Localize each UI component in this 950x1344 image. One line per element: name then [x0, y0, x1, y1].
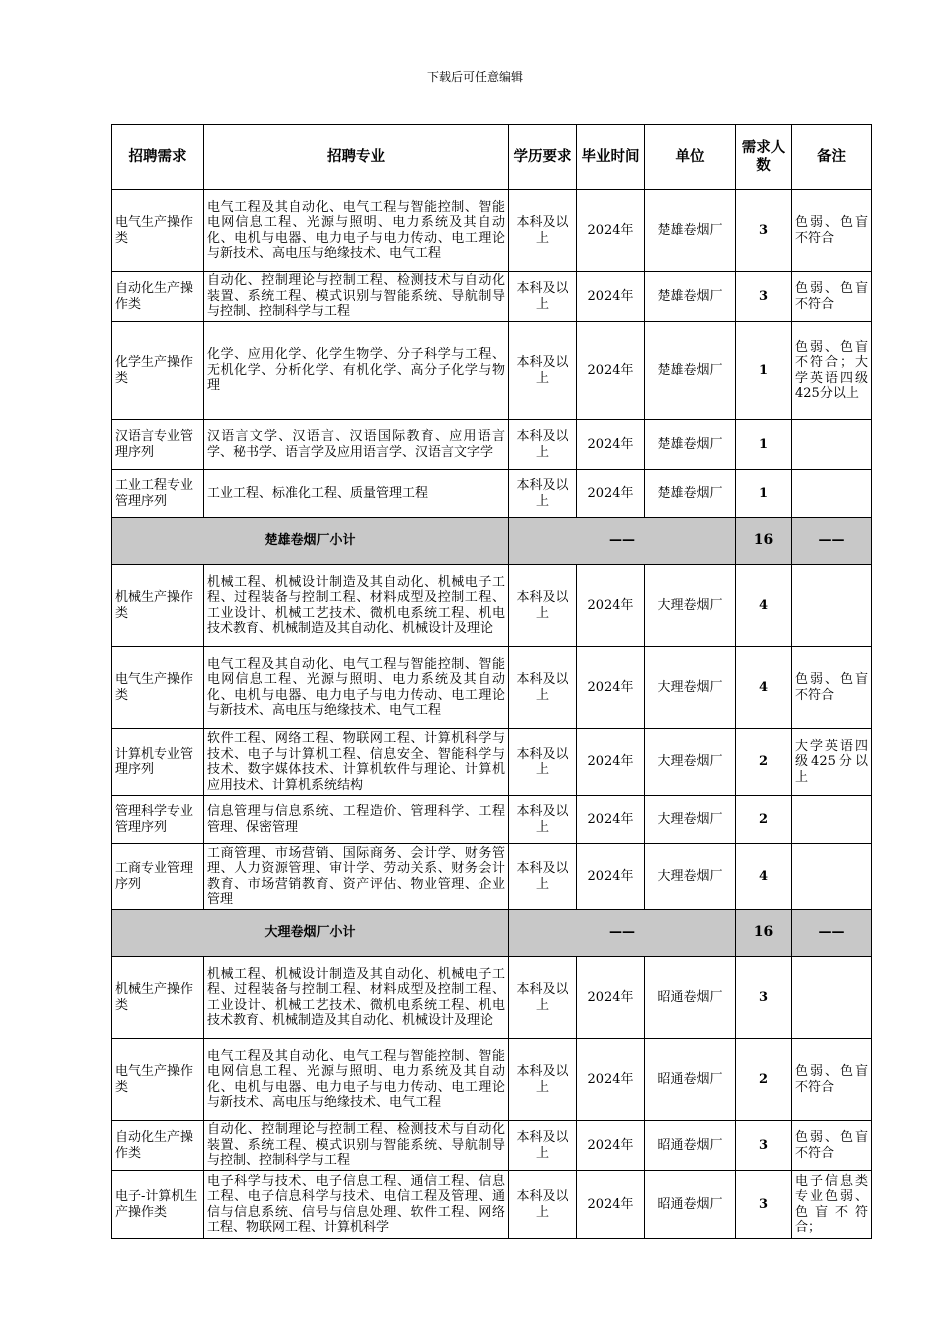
education-cell: 本科及以上	[509, 1121, 577, 1171]
need-cell: 机械生产操作类	[112, 957, 204, 1039]
subtotal-row	[112, 518, 872, 565]
education-cell: 本科及以上	[509, 957, 577, 1039]
graduation-cell: 2024年	[577, 844, 645, 910]
count-cell: 2	[736, 1039, 792, 1121]
table-row	[112, 957, 872, 1039]
need-cell: 电气生产操作类	[112, 1039, 204, 1121]
table-row	[112, 565, 872, 647]
table-header-row	[112, 125, 872, 190]
note-cell: 色弱、色盲不符合	[792, 272, 872, 322]
count-cell: 1	[736, 322, 792, 420]
subtotal-dash: ——	[509, 910, 736, 957]
unit-cell: 楚雄卷烟厂	[645, 272, 736, 322]
major-cell: 化学、应用化学、化学生物学、分子科学与工程、无机化学、分析化学、有机化学、高分子化学与物理	[204, 322, 509, 420]
table-row	[112, 420, 872, 470]
recruitment-table	[111, 124, 872, 1239]
graduation-cell: 2024年	[577, 272, 645, 322]
note-cell	[792, 844, 872, 910]
education-cell: 本科及以上	[509, 565, 577, 647]
graduation-cell: 2024年	[577, 565, 645, 647]
major-cell: 机械工程、机械设计制造及其自动化、机械电子工程、过程装备与控制工程、材料成型及控制工程、工业设计、机械工艺技术、微机电系统工程、机电技术教育、机械制造及其自动化、机械设计及理论	[204, 957, 509, 1039]
major-cell: 自动化、控制理论与控制工程、检测技术与自动化装置、系统工程、模式识别与智能系统、导航制导与控制、控制科学与工程	[204, 272, 509, 322]
graduation-cell: 2024年	[577, 796, 645, 844]
note-cell: 色弱、色盲不符合	[792, 647, 872, 729]
table-row	[112, 190, 872, 272]
major-cell: 电气工程及其自动化、电气工程与智能控制、智能电网信息工程、光源与照明、电力系统及其自动化、电机与电器、电力电子与电力传动、电工理论与新技术、高电压与绝缘技术、电气工程	[204, 647, 509, 729]
education-cell: 本科及以上	[509, 420, 577, 470]
need-cell: 自动化生产操作类	[112, 1121, 204, 1171]
unit-cell: 楚雄卷烟厂	[645, 322, 736, 420]
education-cell: 本科及以上	[509, 1171, 577, 1239]
need-cell: 管理科学专业管理序列	[112, 796, 204, 844]
note-cell: 色弱、色盲不符合	[792, 1121, 872, 1171]
table-row	[112, 844, 872, 910]
major-cell: 工业工程、标准化工程、质量管理工程	[204, 470, 509, 518]
table-row	[112, 1039, 872, 1121]
major-cell: 电子科学与技术、电子信息工程、通信工程、信息工程、电子信息科学与技术、电信工程及管理、通信与信息系统、信号与信息处理、软件工程、网络工程、物联网工程、计算机科学	[204, 1171, 509, 1239]
graduation-cell: 2024年	[577, 1039, 645, 1121]
table-body	[112, 190, 872, 1239]
graduation-cell: 2024年	[577, 470, 645, 518]
count-cell: 3	[736, 190, 792, 272]
graduation-cell: 2024年	[577, 1121, 645, 1171]
table-row	[112, 729, 872, 796]
header-graduation: 毕业时间	[577, 125, 645, 190]
unit-cell: 楚雄卷烟厂	[645, 190, 736, 272]
graduation-cell: 2024年	[577, 957, 645, 1039]
count-cell: 3	[736, 272, 792, 322]
count-cell: 3	[736, 1171, 792, 1239]
count-cell: 3	[736, 957, 792, 1039]
education-cell: 本科及以上	[509, 796, 577, 844]
table-row	[112, 272, 872, 322]
graduation-cell: 2024年	[577, 420, 645, 470]
header-need: 招聘需求	[112, 125, 204, 190]
table-row	[112, 647, 872, 729]
education-cell: 本科及以上	[509, 322, 577, 420]
table-row	[112, 1121, 872, 1171]
graduation-cell: 2024年	[577, 1171, 645, 1239]
table-row	[112, 796, 872, 844]
count-cell: 3	[736, 1121, 792, 1171]
graduation-cell: 2024年	[577, 647, 645, 729]
count-cell: 4	[736, 844, 792, 910]
count-cell: 1	[736, 420, 792, 470]
need-cell: 汉语言专业管理序列	[112, 420, 204, 470]
education-cell: 本科及以上	[509, 470, 577, 518]
major-cell: 软件工程、网络工程、物联网工程、计算机科学与技术、电子与计算机工程、信息安全、智能科学与技术、数字媒体技术、计算机软件与理论、计算机应用技术、计算机系统结构	[204, 729, 509, 796]
header-major: 招聘专业	[204, 125, 509, 190]
education-cell: 本科及以上	[509, 190, 577, 272]
major-cell: 工商管理、市场营销、国际商务、会计学、财务管理、人力资源管理、审计学、劳动关系、财务会计教育、市场营销教育、资产评估、物业管理、企业管理	[204, 844, 509, 910]
unit-cell: 大理卷烟厂	[645, 729, 736, 796]
note-cell: 色弱、色盲不符合；大学英语四级425分以上	[792, 322, 872, 420]
unit-cell: 大理卷烟厂	[645, 844, 736, 910]
need-cell: 工商专业管理序列	[112, 844, 204, 910]
education-cell: 本科及以上	[509, 1039, 577, 1121]
header-note: 备注	[792, 125, 872, 190]
unit-cell: 昭通卷烟厂	[645, 1171, 736, 1239]
table-row	[112, 1171, 872, 1239]
count-cell: 2	[736, 796, 792, 844]
subtotal-dash: ——	[792, 518, 872, 565]
subtotal-row	[112, 910, 872, 957]
education-cell: 本科及以上	[509, 272, 577, 322]
note-cell	[792, 470, 872, 518]
header-education: 学历要求	[509, 125, 577, 190]
need-cell: 电气生产操作类	[112, 647, 204, 729]
need-cell: 计算机专业管理序列	[112, 729, 204, 796]
page-header-note: 下载后可任意编辑	[426, 70, 523, 84]
need-cell: 工业工程专业管理序列	[112, 470, 204, 518]
major-cell: 自动化、控制理论与控制工程、检测技术与自动化装置、系统工程、模式识别与智能系统、导航制导与控制、控制科学与工程	[204, 1121, 509, 1171]
subtotal-count: 16	[736, 910, 792, 957]
table-row	[112, 470, 872, 518]
header-count: 需求人数	[736, 125, 792, 190]
subtotal-dash: ——	[509, 518, 736, 565]
education-cell: 本科及以上	[509, 844, 577, 910]
subtotal-dash: ——	[792, 910, 872, 957]
major-cell: 电气工程及其自动化、电气工程与智能控制、智能电网信息工程、光源与照明、电力系统及其自动化、电机与电器、电力电子与电力传动、电工理论与新技术、高电压与绝缘技术、电气工程	[204, 1039, 509, 1121]
unit-cell: 昭通卷烟厂	[645, 1039, 736, 1121]
note-cell	[792, 420, 872, 470]
major-cell: 电气工程及其自动化、电气工程与智能控制、智能电网信息工程、光源与照明、电力系统及其自动化、电机与电器、电力电子与电力传动、电工理论与新技术、高电压与绝缘技术、电气工程	[204, 190, 509, 272]
major-cell: 信息管理与信息系统、工程造价、管理科学、工程管理、保密管理	[204, 796, 509, 844]
note-cell: 大学英语四级425分以上	[792, 729, 872, 796]
subtotal-count: 16	[736, 518, 792, 565]
subtotal-label: 大理卷烟厂小计	[112, 910, 509, 957]
note-cell: 电子信息类专业色弱、色盲不符合；	[792, 1171, 872, 1239]
note-cell: 色弱、色盲不符合	[792, 1039, 872, 1121]
education-cell: 本科及以上	[509, 647, 577, 729]
major-cell: 机械工程、机械设计制造及其自动化、机械电子工程、过程装备与控制工程、材料成型及控制工程、工业设计、机械工艺技术、微机电系统工程、机电技术教育、机械制造及其自动化、机械设计及理论	[204, 565, 509, 647]
education-cell: 本科及以上	[509, 729, 577, 796]
note-cell	[792, 565, 872, 647]
subtotal-label: 楚雄卷烟厂小计	[112, 518, 509, 565]
unit-cell: 昭通卷烟厂	[645, 1121, 736, 1171]
header-unit: 单位	[645, 125, 736, 190]
major-cell: 汉语言文学、汉语言、汉语国际教育、应用语言学、秘书学、语言学及应用语言学、汉语言文字学	[204, 420, 509, 470]
unit-cell: 大理卷烟厂	[645, 796, 736, 844]
count-cell: 4	[736, 565, 792, 647]
unit-cell: 楚雄卷烟厂	[645, 470, 736, 518]
unit-cell: 大理卷烟厂	[645, 647, 736, 729]
note-cell: 色弱、色盲不符合	[792, 190, 872, 272]
note-cell	[792, 796, 872, 844]
graduation-cell: 2024年	[577, 322, 645, 420]
unit-cell: 楚雄卷烟厂	[645, 420, 736, 470]
count-cell: 1	[736, 470, 792, 518]
count-cell: 4	[736, 647, 792, 729]
count-cell: 2	[736, 729, 792, 796]
graduation-cell: 2024年	[577, 729, 645, 796]
need-cell: 电气生产操作类	[112, 190, 204, 272]
need-cell: 机械生产操作类	[112, 565, 204, 647]
table-row	[112, 322, 872, 420]
need-cell: 电子-计算机生产操作类	[112, 1171, 204, 1239]
note-cell	[792, 957, 872, 1039]
unit-cell: 昭通卷烟厂	[645, 957, 736, 1039]
need-cell: 化学生产操作类	[112, 322, 204, 420]
need-cell: 自动化生产操作类	[112, 272, 204, 322]
graduation-cell: 2024年	[577, 190, 645, 272]
unit-cell: 大理卷烟厂	[645, 565, 736, 647]
